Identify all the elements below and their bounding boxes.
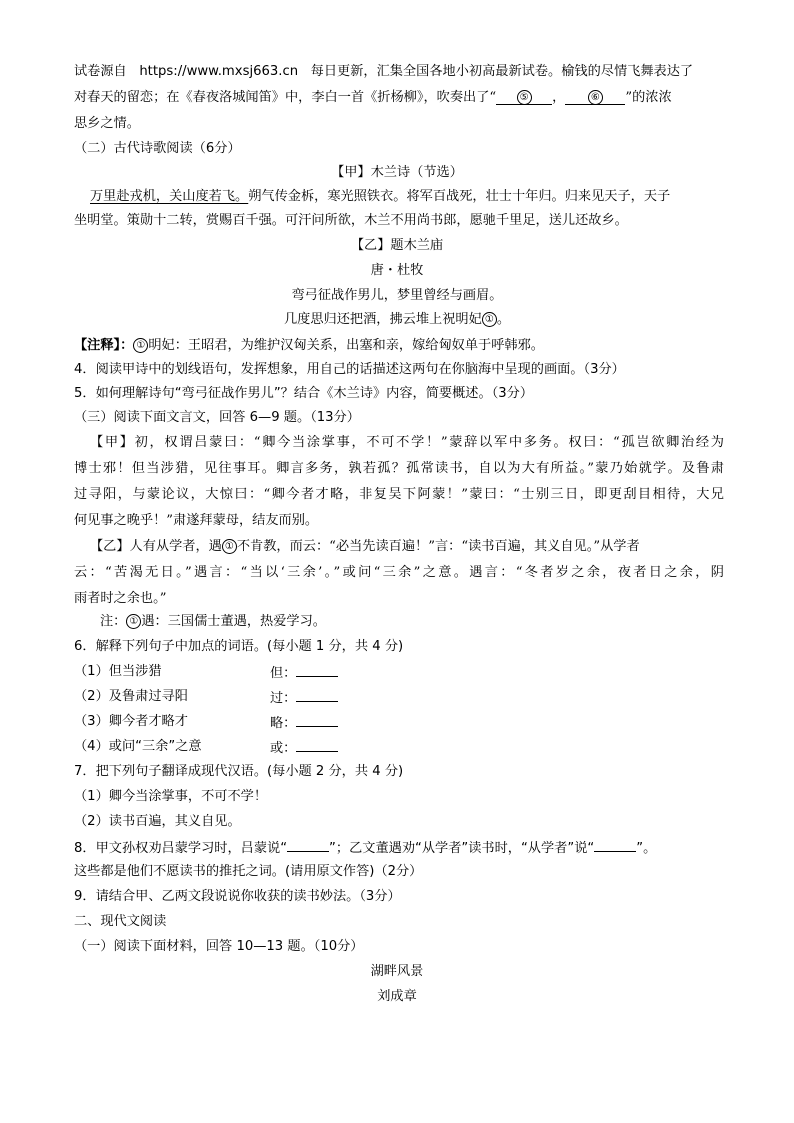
source-label: 试卷源自 xyxy=(74,64,127,79)
answer-blank[interactable] xyxy=(594,837,636,852)
poem-b-author: 唐・杜牧 xyxy=(370,263,424,278)
q6-item-2: （2）及鲁肃过寻阳 过： xyxy=(74,687,724,707)
q6-item-3: （3）卿今者才略才 略： xyxy=(74,712,724,732)
poem-a-title: 【甲】木兰诗（节选） xyxy=(331,165,463,180)
subsection-heading: （一）阅读下面材料，回答 10—13 题。（10分） xyxy=(74,939,364,954)
answer-blank[interactable] xyxy=(296,687,338,702)
q7-item-1: （1）卿今当涂掌事，不可不学！ xyxy=(74,789,268,804)
question-4: 4．阅读甲诗中的划线语句，发挥想象，用自己的话描述这两句在你脑海中呈现的画面。（3分） xyxy=(74,362,625,377)
article-title: 湖畔风景 xyxy=(370,964,424,979)
answer-blank[interactable] xyxy=(296,712,338,727)
passage-b-line: 【乙】人有从学者，遇 ① 不肯教，而云：“必当先读百遍！”言：“读书百遍，其义自见。”从学者 xyxy=(90,539,640,554)
header-line xyxy=(74,62,724,82)
underlined-verse: 万里赴戎机，关山度若飞。 xyxy=(90,189,249,204)
section-heading: （三）阅读下面文言文，回答 6—9 题。（13分） xyxy=(74,410,360,425)
source-tagline: 每日更新，汇集全国各地小初高最新试卷。 xyxy=(310,64,562,79)
answer-blank[interactable] xyxy=(296,737,338,752)
question-6-stem: 6．解释下列句子中加点的词语。(每小题 1 分，共 4 分) xyxy=(74,639,404,654)
passage-text: 榆钱的尽情飞舞表达了 xyxy=(561,64,694,79)
source-url[interactable]: https://www.mxsj663.cn xyxy=(139,64,299,79)
passage-a-line: 何见事之晚乎！”肃遂拜蒙母，结友而别。 xyxy=(74,513,319,528)
passage-b-line: 云：“苦渴无日。”遇言：“当以‘三余’。”或问“三余”之意。遇言：“冬者岁之余，夜者日之余，阴 xyxy=(74,565,724,580)
section-heading: （二）古代诗歌阅读（6分） xyxy=(74,141,241,156)
passage-a-line: 过寻阳，与蒙论议，大惊曰：“卿今者才略，非复吴下阿蒙！”蒙曰：“士别三日，即更刮目相待，大兄 xyxy=(74,487,724,502)
q7-item-2: （2）读书百遍，其义自见。 xyxy=(74,814,241,829)
poem-b-title: 【乙】题木兰庙 xyxy=(350,238,444,253)
passage-a-line: 【甲】初，权谓吕蒙曰：“卿今当涂掌事，不可不学！”蒙辞以军中多务。权曰：“孤岂欲卿治经为 xyxy=(90,435,724,450)
poem-a-line: 坐明堂。策勋十二转，赏赐百千强。可汗问所欲，木兰不用尚书郎，愿驰千里足，送儿还故乡。 xyxy=(74,213,628,228)
question-5: 5．如何理解诗句“弯弓征战作男儿”？结合《木兰诗》内容，简要概述。（3分） xyxy=(74,386,534,401)
footnote-mark: ① xyxy=(222,539,237,554)
question-9: 9．请结合甲、乙两文段说说你收获的读书妙法。（3分） xyxy=(74,889,401,904)
answer-blank[interactable] xyxy=(296,662,338,677)
section-heading: 二、现代文阅读 xyxy=(74,914,167,929)
answer-blank-6[interactable]: ⑥ xyxy=(565,90,625,105)
q6-item-4: （4）或问“三余”之意 或： xyxy=(74,737,724,757)
article-author: 刘成章 xyxy=(377,989,417,1004)
poem-a-line: 万里赴戎机，关山度若飞。朔气传金柝，寒光照铁衣。将军百战死，壮士十年归。归来见天子，天子 xyxy=(90,189,671,204)
passage-line: 对春天的留恋；在《春夜洛城闻笛》中，李白一首《折杨柳》，吹奏出了“ ⑤ ， ⑥ ”的浓浓 xyxy=(74,90,672,105)
passage-note: 注： ① 遇：三国儒士董遇，热爱学习。 xyxy=(100,614,326,629)
passage-b-line: 雨者时之余也。” xyxy=(74,591,167,606)
note-label: 【注释】： xyxy=(74,338,134,353)
answer-blank-5[interactable]: ⑤ xyxy=(496,90,552,105)
footnote-mark: ① xyxy=(482,312,497,327)
question-7-stem: 7．把下列句子翻译成现代汉语。(每小题 2 分，共 4 分) xyxy=(74,764,404,779)
passage-a-line: 博士邪！但当涉猎，见往事耳。卿言多务，孰若孤？孤常读书，自以为大有所益。”蒙乃始就学。及鲁肃 xyxy=(74,461,724,476)
poem-b-line: 弯弓征战作男儿，梦里曾经与画眉。 xyxy=(291,288,503,303)
q6-item-1: （1）但当涉猎 但： xyxy=(74,662,724,682)
question-8-cont: 这些都是他们不愿读书的推托之词。(请用原文作答)（2分） xyxy=(74,864,423,879)
passage-line: 思乡之情。 xyxy=(74,116,140,131)
poem-b-line: 几度思归还把酒，拂云堆上祝明妃 ① 。 xyxy=(284,312,510,327)
poem-note: 【注释】： ① 明妃：王昭君，为维护汉匈关系，出塞和亲，嫁给匈奴单于呼韩邪。 xyxy=(74,338,544,353)
answer-blank[interactable] xyxy=(287,837,329,852)
question-8: 8．甲文孙权劝吕蒙学习时，吕蒙说“ ”；乙文董遇劝“从学者”读书时，“从学者”说“ ”。 xyxy=(74,837,724,859)
